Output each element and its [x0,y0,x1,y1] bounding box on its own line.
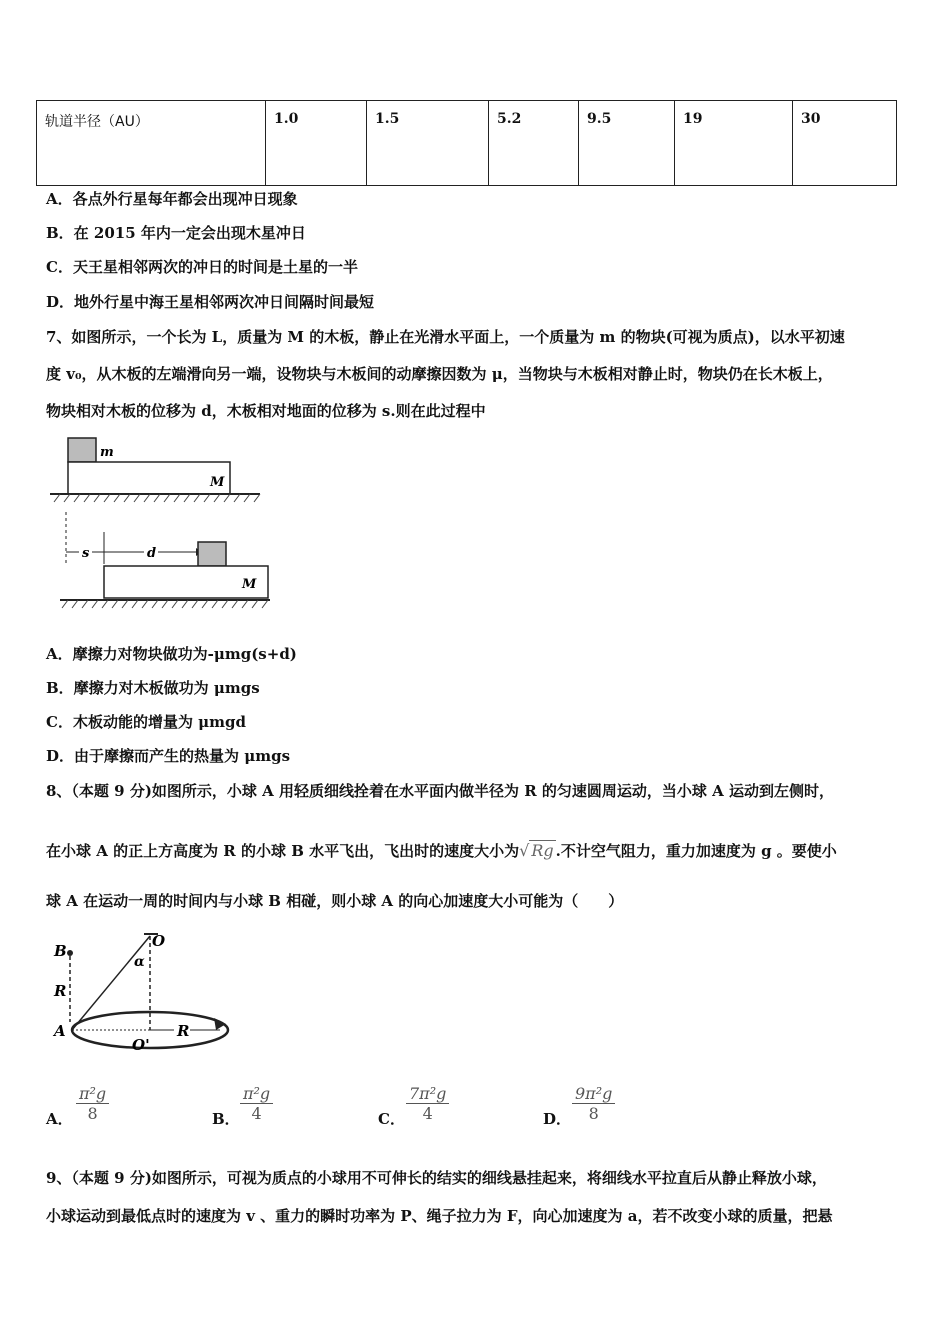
q7-text-line2: 度 v₀，从木板的左端滑向另一端，设物块与木板间的动摩擦因数为 μ，当物块与木板相对静止时，物块仍在长木板上， [46,365,833,383]
label-alpha: α [134,954,145,970]
block-m-top [68,438,96,462]
q9-text-line1: 9、（本题 9 分)如图所示，可视为质点的小球用不可伸长的结实的细线悬挂起来，将细线水平拉直后从静止释放小球， [46,1169,827,1187]
q8-option-b-label: B． [212,1110,240,1128]
sqrt-expression: √ Rg [519,841,554,860]
label-M-top: M [210,475,225,490]
table-cell: 1.0 [266,101,367,186]
q7-text-line3: 物块相对木板的位移为 d，木板相对地面的位移为 s.则在此过程中 [46,402,486,420]
fraction-numerator: 9π²g [572,1084,615,1104]
q8-option-d-label: D． [543,1110,572,1128]
q9-text-line2: 小球运动到最低点时的速度为 v 、重力的瞬时功率为 P、绳子拉力为 F，向心加速度为 a，若不改变小球的质量，把悬 [46,1207,833,1225]
ball-B [67,950,73,956]
table-cell: 1.5 [367,101,489,186]
motion-arrow [214,1018,226,1030]
q7-option-a: A．摩擦力对物块做功为-μmg(s+d) [46,645,297,663]
q8-text-line2 [46,840,837,861]
label-B: B [54,942,67,960]
fraction-denominator: 8 [588,1104,599,1123]
q8-text-line1: 8、（本题 9 分)如图所示，小球 A 用轻质细线拴着在水平面内做半径为 R 的匀速圆周运动，当小球 A 运动到左侧时， [46,782,834,800]
fraction-numerator: π²g [240,1084,273,1104]
fraction-denominator: 4 [251,1104,262,1123]
label-O-prime: O' [132,1036,150,1054]
q8-text-line2-end: .不计空气阻力，重力加速度为 g 。要使小 [555,842,837,860]
fraction-denominator: 8 [87,1104,98,1123]
fraction-numerator: 7π²g [406,1084,449,1104]
q6-option-d: D．地外行星中海王星相邻两次冲日间隔时间最短 [46,293,375,311]
q8-option-d-value [572,1084,615,1123]
q8-option-c-label: C． [378,1110,405,1128]
ground-hatch-bottom [62,600,268,608]
ground-hatch-top [54,494,260,502]
label-R-horizontal: R [177,1022,190,1040]
q8-option-a-value [76,1084,109,1123]
label-R-vertical: R [54,982,67,1000]
block-m-bottom [198,542,226,566]
table-row-label: 轨道半径（AU） [37,101,266,186]
table-cell: 19 [675,101,793,186]
string [72,936,150,1030]
label-m: m [100,445,114,460]
q8-text-line3: 球 A 在运动一周的时间内与小球 B 相碰，则小球 A 的向心加速度大小可能为（ ） [46,892,624,910]
label-A: A [54,1022,66,1040]
q8-option-a-label: A． [46,1110,73,1128]
q8-option-c-value [406,1084,449,1123]
q6-option-a: A．各点外行星每年都会出现冲日现象 [46,190,298,208]
table-cell: 30 [793,101,897,186]
q8-circular-motion-figure [50,926,240,1056]
q8-text-line2-start: 在小球 A 的正上方高度为 R 的小球 B 水平飞出，飞出时的速度大小为 [46,842,520,860]
q7-option-c: C．木板动能的增量为 μmgd [46,713,246,731]
table-cell: 5.2 [489,101,579,186]
q7-option-b: B．摩擦力对木板做功为 μmgs [46,679,260,697]
label-M-bottom: M [242,577,257,592]
orbit-radius-table [36,100,897,186]
label-d: d [147,546,157,561]
q6-option-c: C．天王星相邻两次的冲日的时间是土星的一半 [46,258,358,276]
fraction-numerator: π²g [76,1084,109,1104]
label-s: s [82,546,90,561]
q7-board-figure [46,432,276,622]
fraction-denominator: 4 [422,1104,433,1123]
q7-text-line1: 7、如图所示，一个长为 L，质量为 M 的木板，静止在光滑水平面上，一个质量为 m 的物块(可视为质点)，以水平初速 [46,328,845,346]
table-row [37,101,897,186]
board-M-top [68,462,230,494]
q7-option-d: D．由于摩擦而产生的热量为 μmgs [46,747,291,765]
label-O: O [152,932,166,950]
sqrt-radicand: Rg [531,841,554,860]
table-cell: 9.5 [579,101,675,186]
q8-option-b-value [240,1084,273,1123]
q6-option-b: B．在 2015 年内一定会出现木星冲日 [46,224,306,242]
